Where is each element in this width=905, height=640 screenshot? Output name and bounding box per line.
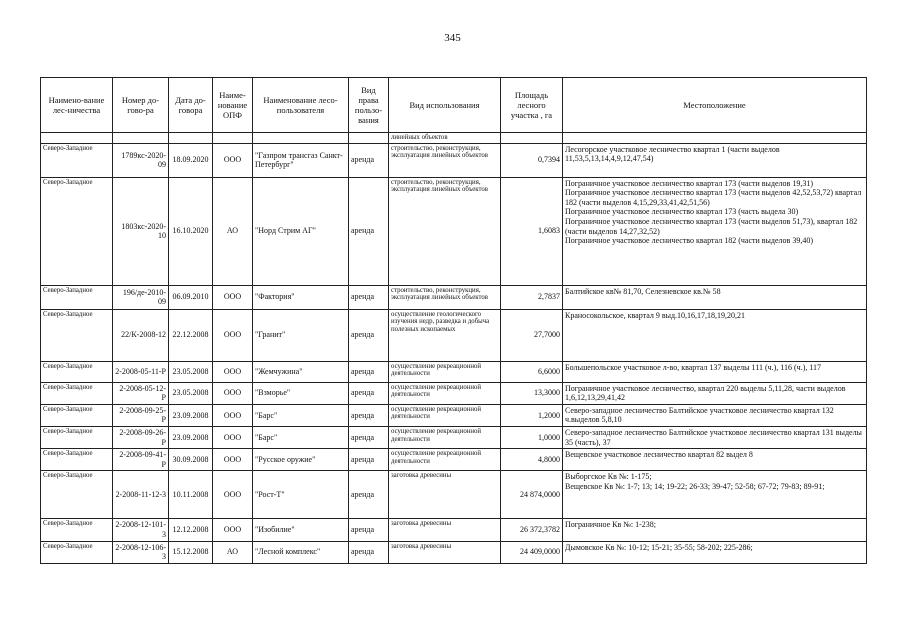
- page-number: 345: [444, 32, 461, 44]
- header-forestry: Наимено-вание лес-ничества: [41, 78, 113, 133]
- cell-location: Выборгское Кв №: 1-175; Вещевское Кв №: 1-7; 13; 14; 19-22; 26-33; 39-47; 52-58; 67-72; 79-83; 89-91;: [563, 471, 867, 519]
- cell-opf: ООО: [213, 309, 253, 361]
- cell-area: 13,3000: [501, 382, 563, 404]
- cell-contract-date: 12.12.2008: [169, 519, 213, 541]
- cell-user: "Барс": [253, 404, 349, 426]
- cell-location: Краносокольское, квартал 9 выд.10,16,17,18,19,20,21: [563, 309, 867, 361]
- cell-forestry: Северо-Западное: [41, 471, 113, 519]
- cell-area: 27,7000: [501, 309, 563, 361]
- cell-right-type: аренда: [349, 449, 389, 471]
- cell-contract-number: 1803кс-2020-10: [113, 177, 169, 285]
- cell-user: "Рост-Т": [253, 471, 349, 519]
- header-row: [41, 78, 867, 133]
- cell-contract-date: 23.05.2008: [169, 382, 213, 404]
- cell-area: 2,7837: [501, 285, 563, 309]
- table-row: [41, 143, 867, 177]
- cell-user: "Гранит": [253, 309, 349, 361]
- cell-contract-number: 196/де-2010-09: [113, 285, 169, 309]
- cell-opf: ООО: [213, 471, 253, 519]
- cell-use-type: заготовка древесины: [389, 471, 501, 519]
- cell-forestry: Северо-Западное: [41, 309, 113, 361]
- cell-use-type: заготовка древесины: [389, 519, 501, 541]
- cell-contract-date: 06.09.2010: [169, 285, 213, 309]
- cell-location: Северо-западное лесничество Балтийское участковое лесничество квартал 132 ч.выделов 5,8,10: [563, 404, 867, 426]
- cell-opf: АО: [213, 541, 253, 563]
- cell-right-type: аренда: [349, 382, 389, 404]
- cell-location: Балтийское кв№ 81,70, Селезневское кв.№ 58: [563, 285, 867, 309]
- cell-opf: АО: [213, 177, 253, 285]
- cell-area: 24 409,0000: [501, 541, 563, 563]
- table-row: [41, 541, 867, 563]
- cell-use-type: осуществление рекреационной деятельности: [389, 382, 501, 404]
- header-opf: Наиме-нование ОПФ: [213, 78, 253, 133]
- cell-forestry: Северо-Западное: [41, 426, 113, 448]
- cell-location: Дымовское Кв №: 10-12; 15-21; 35-55; 58-202; 225-286;: [563, 541, 867, 563]
- cell-use-type: осуществление рекреационной деятельности: [389, 404, 501, 426]
- cell-right-type: аренда: [349, 143, 389, 177]
- continuation-row: [41, 133, 867, 144]
- cell-opf: ООО: [213, 404, 253, 426]
- header-area: Площадь лесного участка , га: [501, 78, 563, 133]
- cell-use-type: осуществление рекреационной деятельности: [389, 449, 501, 471]
- cell-location: Пограничное Кв №: 1-238;: [563, 519, 867, 541]
- cell-contract-number: 2-2008-05-12-Р: [113, 382, 169, 404]
- cell-area: 0,7394: [501, 143, 563, 177]
- cell-use-type: осуществление рекреационной деятельности: [389, 426, 501, 448]
- cell-right-type: аренда: [349, 426, 389, 448]
- cell-forestry: Северо-Западное: [41, 541, 113, 563]
- cell-forestry: Северо-Западное: [41, 177, 113, 285]
- table-row: [41, 361, 867, 382]
- header-location: Местоположение: [563, 78, 867, 133]
- cell-forestry: Северо-Западное: [41, 404, 113, 426]
- cell-user: "Взморье": [253, 382, 349, 404]
- cell-opf: ООО: [213, 361, 253, 382]
- cell-contract-date: 16.10.2020: [169, 177, 213, 285]
- cell-contract-date: 23.09.2008: [169, 404, 213, 426]
- cell-contract-number: 22/К-2008-12: [113, 309, 169, 361]
- cell-contract-number: 2-2008-12-101-3: [113, 519, 169, 541]
- cell-area: 1,2000: [501, 404, 563, 426]
- cell-contract-date: 23.05.2008: [169, 361, 213, 382]
- cell-area: 24 874,0000: [501, 471, 563, 519]
- cell-use-type: строительство, реконструкция, эксплуатация линейных объектов: [389, 143, 501, 177]
- cell-opf: ООО: [213, 426, 253, 448]
- cell-opf: ООО: [213, 285, 253, 309]
- cell-user: "Жемчужина": [253, 361, 349, 382]
- cell-contract-date: 15.12.2008: [169, 541, 213, 563]
- cell-opf: ООО: [213, 382, 253, 404]
- cell-contract-number: 2-2008-09-25-Р: [113, 404, 169, 426]
- cell-opf: ООО: [213, 449, 253, 471]
- cell-area: 6,6000: [501, 361, 563, 382]
- cell-opf: ООО: [213, 143, 253, 177]
- table-row: [41, 519, 867, 541]
- cell-user: "Норд Стрим АГ": [253, 177, 349, 285]
- cell-contract-date: 23.09.2008: [169, 426, 213, 448]
- cell-right-type: аренда: [349, 309, 389, 361]
- cell-contract-number: 1789кс-2020-09: [113, 143, 169, 177]
- cell-right-type: аренда: [349, 361, 389, 382]
- cell-contract-date: 10.11.2008: [169, 471, 213, 519]
- continuation-use: линейных объектов: [389, 133, 501, 144]
- header-user: Наименование лесо-пользователя: [253, 78, 349, 133]
- cell-contract-number: 2-2008-11-12-3: [113, 471, 169, 519]
- cell-area: 1,0000: [501, 426, 563, 448]
- cell-location: Пограничное участковое лесничество, квартал 220 выделы 5,11,28, части выделов 1,6,12,13,29,41,42: [563, 382, 867, 404]
- cell-user: "Барс": [253, 426, 349, 448]
- cell-location: Лесогорское участковое лесничество квартал 1 (части выделов 11,53,5,13,14,4,9,12,47,54): [563, 143, 867, 177]
- cell-user: "Лесной комплекс": [253, 541, 349, 563]
- cell-right-type: аренда: [349, 285, 389, 309]
- cell-contract-date: 30.09.2008: [169, 449, 213, 471]
- table-row: [41, 309, 867, 361]
- cell-user: "Изобилие": [253, 519, 349, 541]
- cell-forestry: Северо-Западное: [41, 285, 113, 309]
- cell-forestry: Северо-Западное: [41, 449, 113, 471]
- table-row: [41, 449, 867, 471]
- cell-right-type: аренда: [349, 471, 389, 519]
- table-row: [41, 177, 867, 285]
- cell-forestry: Северо-Западное: [41, 382, 113, 404]
- cell-forestry: Северо-Западное: [41, 519, 113, 541]
- cell-opf: ООО: [213, 519, 253, 541]
- cell-right-type: аренда: [349, 519, 389, 541]
- table-row: [41, 404, 867, 426]
- cell-contract-number: 2-2008-09-41-Р: [113, 449, 169, 471]
- cell-use-type: строительство, реконструкция, эксплуатация линейных объектов: [389, 285, 501, 309]
- cell-location: Пограничное участковое лесничество квартал 173 (части выделов 19,31) Пограничное участковое лесничество квартал 173 (части выделов 42,52,53,72) квартал 182 (части выделов 4,15,29,33,41,42,51,56) Пограничное участковое лесничество квартал 173 (часть выдела 30) Пограничное участковое лесничество квартал 173 (части выделов 51,73), квартал 182 (части выделов 14,27,32,52) Пограничное участковое лесничество квартал 182 (части выделов 39,40): [563, 177, 867, 285]
- cell-forestry: Северо-Западное: [41, 143, 113, 177]
- cell-area: 1,6083: [501, 177, 563, 285]
- cell-right-type: аренда: [349, 541, 389, 563]
- cell-user: "Газпром трансгаз Санкт-Петербург": [253, 143, 349, 177]
- cell-contract-number: 2-2008-05-11-Р: [113, 361, 169, 382]
- contracts-table: [40, 77, 867, 564]
- cell-use-type: заготовка древесины: [389, 541, 501, 563]
- cell-use-type: строительство, реконструкция, эксплуатация линейных объектов: [389, 177, 501, 285]
- header-use-type: Вид использования: [389, 78, 501, 133]
- cell-area: 4,8000: [501, 449, 563, 471]
- table-row: [41, 471, 867, 519]
- header-right-type: Вид права пользо-вания: [349, 78, 389, 133]
- cell-user: "Фактория": [253, 285, 349, 309]
- cell-area: 26 372,3782: [501, 519, 563, 541]
- cell-contract-number: 2-2008-09-26-Р: [113, 426, 169, 448]
- cell-location: Большепольское участковое л-во, квартал 137 выделы 111 (ч.), 116 (ч.), 117: [563, 361, 867, 382]
- cell-contract-date: 22.12.2008: [169, 309, 213, 361]
- cell-forestry: Северо-Западное: [41, 361, 113, 382]
- cell-location: Вещевское участковое лесничество квартал 82 выдел 8: [563, 449, 867, 471]
- table-row: [41, 285, 867, 309]
- cell-right-type: аренда: [349, 404, 389, 426]
- cell-contract-date: 18.09.2020: [169, 143, 213, 177]
- cell-user: "Русское оружие": [253, 449, 349, 471]
- header-contract-number: Номер до-гово-ра: [113, 78, 169, 133]
- table-row: [41, 426, 867, 448]
- table-row: [41, 382, 867, 404]
- cell-use-type: осуществление рекреационной деятельности: [389, 361, 501, 382]
- cell-right-type: аренда: [349, 177, 389, 285]
- cell-contract-number: 2-2008-12-106-3: [113, 541, 169, 563]
- cell-location: Северо-западное лесничество Балтийское участковое лесничество квартал 131 выделы 35 (часть), 37: [563, 426, 867, 448]
- header-contract-date: Дата до-говора: [169, 78, 213, 133]
- cell-use-type: осуществление геологического изучения недр, разведка и добыча полезных ископаемых: [389, 309, 501, 361]
